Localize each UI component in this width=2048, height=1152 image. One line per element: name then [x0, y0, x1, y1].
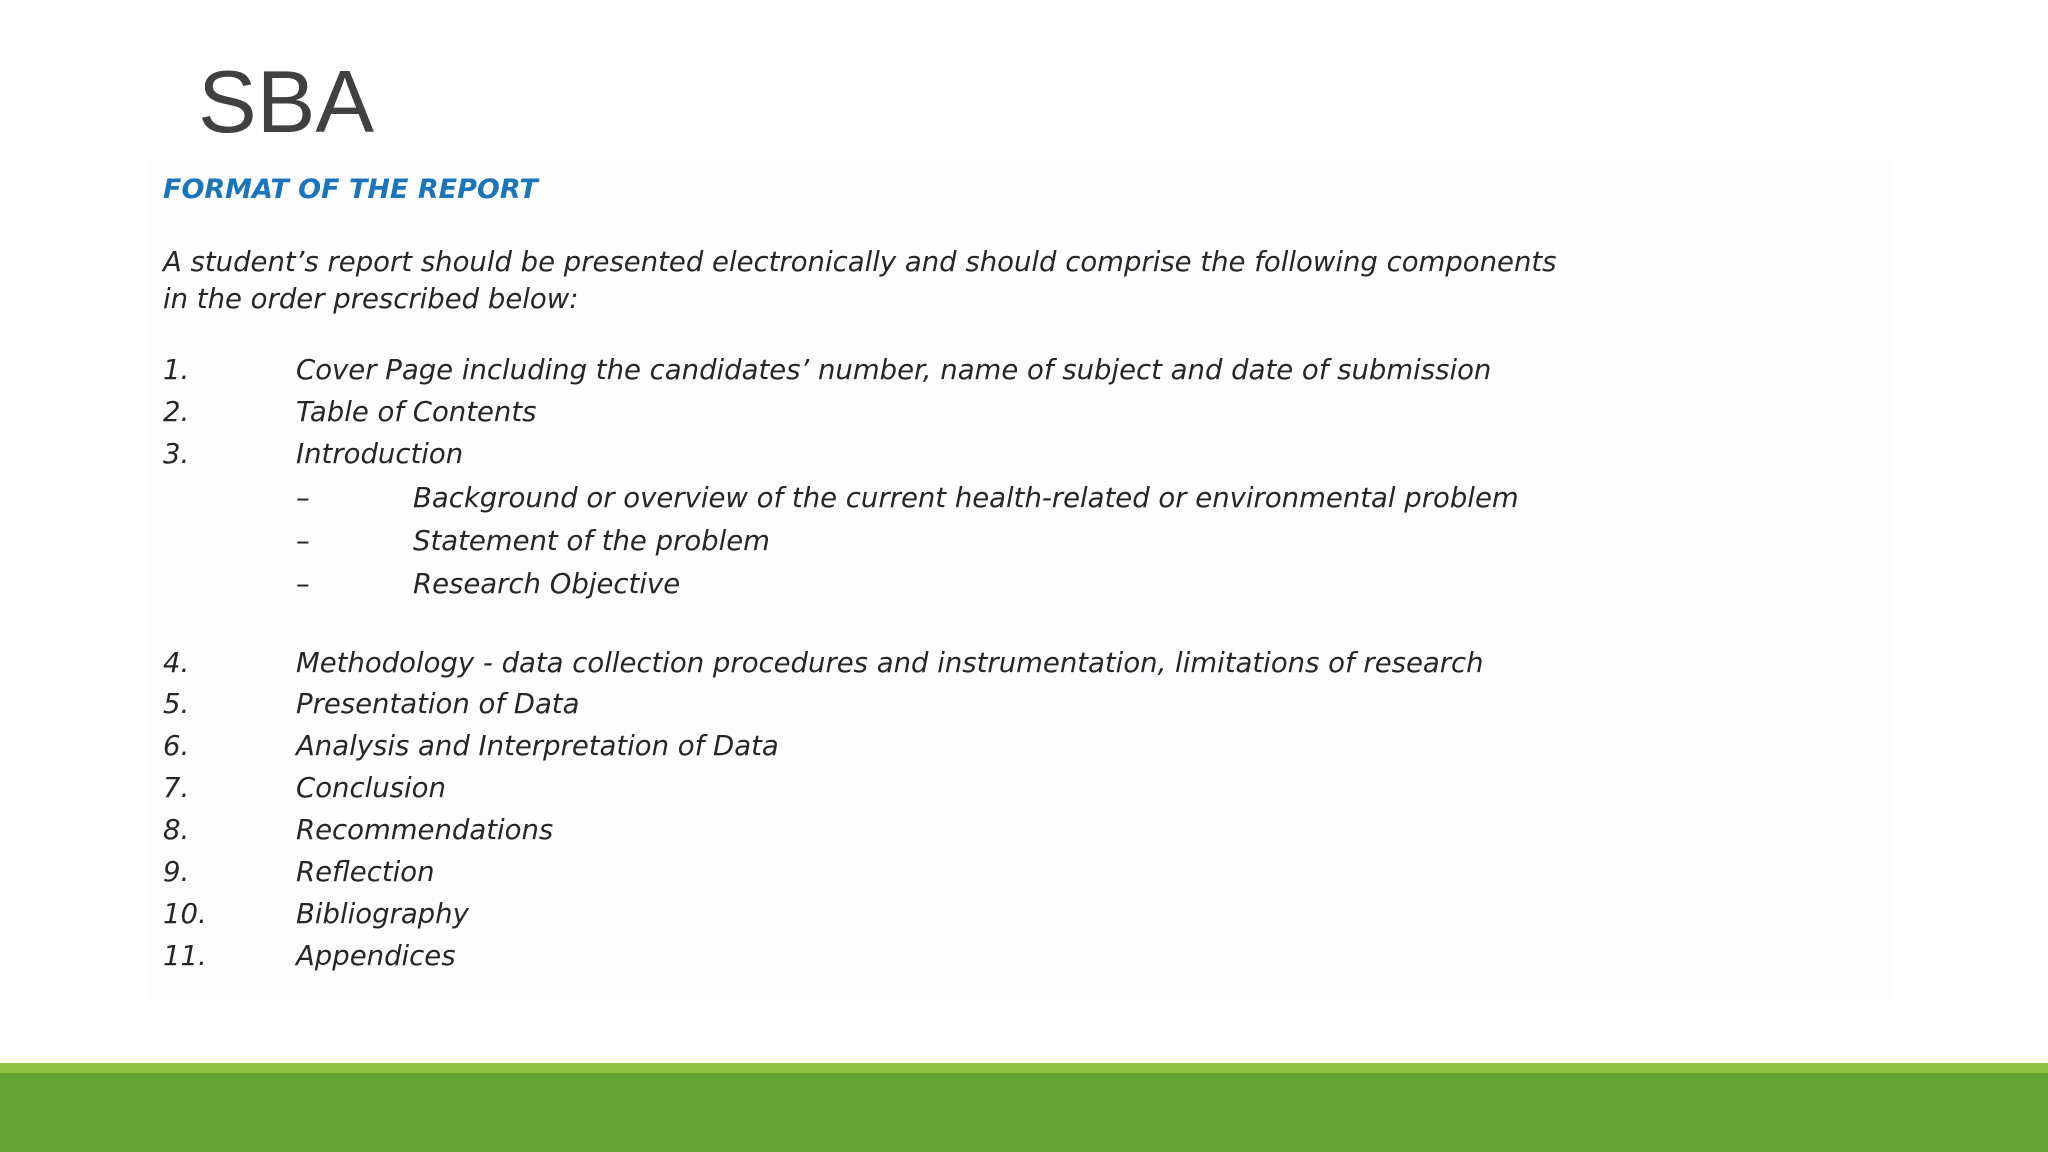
footer-bar [0, 1063, 2048, 1152]
dash-bullet: – [296, 568, 310, 600]
list-text: Introduction [296, 438, 464, 470]
list-text: Methodology - data collection procedures and instrumentation, limitations of research [296, 647, 1484, 679]
list-number: 1. [163, 354, 190, 386]
list-text: Presentation of Data [296, 688, 580, 720]
list-text: Bibliography [296, 898, 469, 930]
list-number: 7. [163, 772, 190, 804]
dash-bullet: – [296, 525, 310, 557]
sub-list-text: Statement of the problem [413, 525, 770, 557]
dash-bullet: – [296, 482, 310, 514]
list-text: Cover Page including the candidates’ number, name of subject and date of submission [296, 354, 1492, 386]
list-text: Appendices [296, 940, 456, 972]
list-text: Analysis and Interpretation of Data [296, 730, 779, 762]
section-heading: FORMAT OF THE REPORT [163, 174, 538, 205]
list-number: 10. [163, 898, 207, 930]
list-number: 9. [163, 856, 190, 888]
intro-line: A student’s report should be presented electronically and should comprise the following components [163, 246, 1557, 278]
list-text: Reflection [296, 856, 435, 888]
list-number: 5. [163, 688, 190, 720]
slide-title: SBA [198, 52, 375, 151]
list-number: 4. [163, 647, 190, 679]
intro-paragraph [163, 244, 1883, 318]
list-text: Recommendations [296, 814, 554, 846]
list-text: Conclusion [296, 772, 446, 804]
intro-line: in the order prescribed below: [163, 283, 579, 315]
list-number: 11. [163, 940, 207, 972]
sub-list-text: Research Objective [413, 568, 681, 600]
list-number: 6. [163, 730, 190, 762]
footer-accent-stripe [0, 1063, 2048, 1073]
list-text: Table of Contents [296, 396, 537, 428]
list-number: 3. [163, 438, 190, 470]
sub-list-text: Background or overview of the current health-related or environmental problem [413, 482, 1519, 514]
list-number: 8. [163, 814, 190, 846]
list-number: 2. [163, 396, 190, 428]
